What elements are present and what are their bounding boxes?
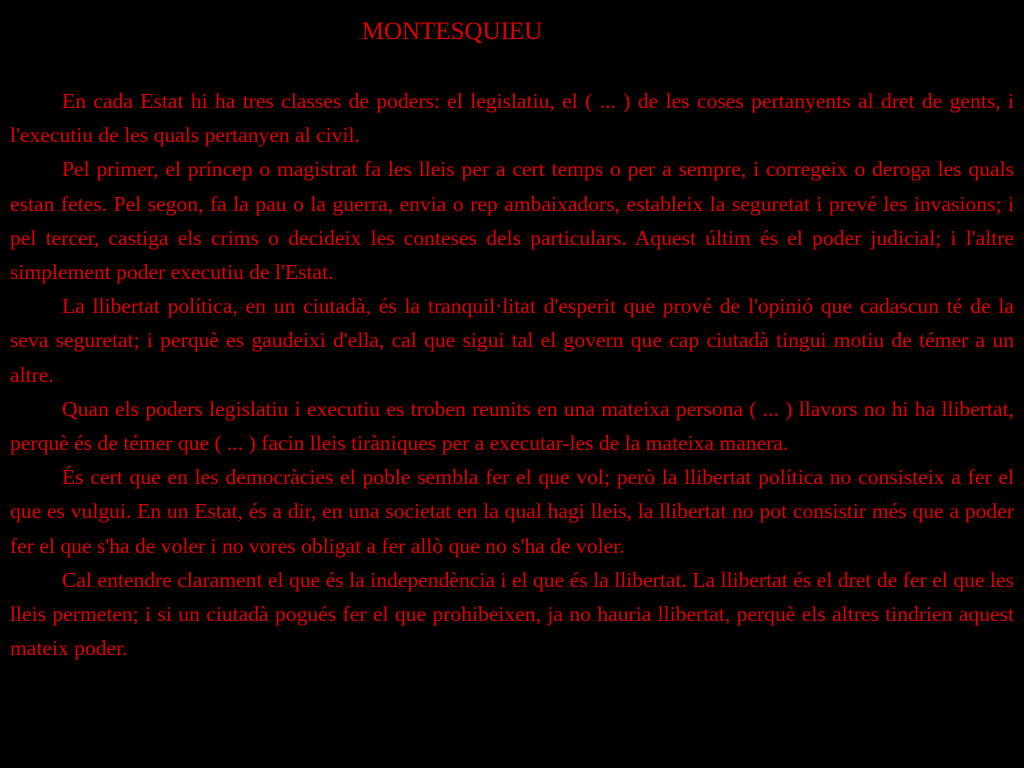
paragraph-6: Cal entendre clarament el que és la independència i el que és la llibertat. La llibertat és el dret de fer el que les lleis permeten; i si un ciutadà pogués fer el que prohibeixen, ja no hauria llibertat, perquè els altres tindrien aquest mateix poder. (10, 567, 1014, 661)
paragraph-4: Quan els poders legislatiu i executiu es troben reunits en una mateixa persona ( ... ) llavors no hi ha llibertat, perquè és de témer que ( ... ) facin lleis tiràniques per a executar-les de la mateixa manera. (10, 396, 1014, 456)
paragraph-1: En cada Estat hi ha tres classes de poders: el legislatiu, el ( ... ) de les coses pertanyents al dret de gents, i l'executiu de les quals pertanyen al civil. (10, 89, 1014, 148)
document-title: MONTESQUIEU (361, 18, 543, 45)
paragraph-2: Pel primer, el príncep o magistrat fa les lleis per a cert temps o per a sempre, i corregeix o deroga les quals estan fetes. Pel segon, fa la pau o la guerra, envia o rep ambaixadors, estableix la seguretat i prevé les invasions; i pel tercer, castiga els crims o decideix les conteses dels particulars. Aquest últim és el poder judicial; i l'altre simplement poder executiu de l'Estat. (10, 157, 1014, 285)
paragraph-5: És cert que en les democràcies el poble sembla fer el que vol; però la llibertat política no consisteix a fer el que es vulgui. En un Estat, és a dir, en una societat en la qual hagi lleis, la llibertat no pot consistir més que a poder fer el que s'ha de voler i no vores obligat a fer allò que no s'ha de voler. (10, 465, 1014, 558)
paragraph-3: La llibertat política, en un ciutadà, és la tranquil·litat d'esperit que prové de l'opinió que cadascun té de la seva seguretat; i perquè es gaudeixi d'ella, cal que sigui tal el govern que cap ciutadà tingui motiu de témer a un altre. (10, 294, 1014, 387)
document-body (10, 84, 1014, 665)
